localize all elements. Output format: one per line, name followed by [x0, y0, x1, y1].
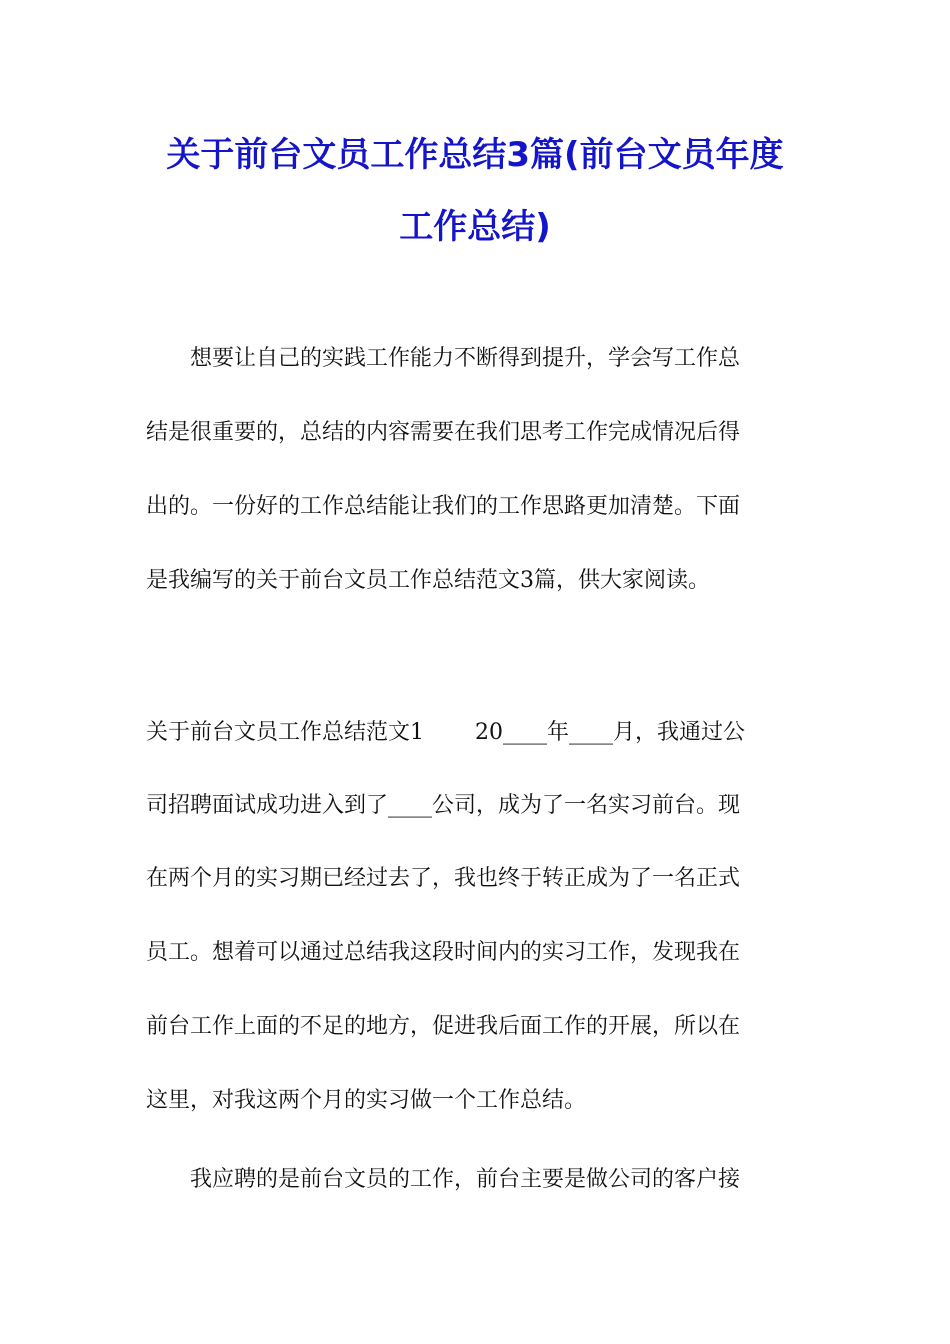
- intro-line: 结是很重要的，总结的内容需要在我们思考工作完成情况后得: [146, 420, 741, 445]
- section1-line: 关于前台文员工作总结范文1 20____年____月，我通过公: [146, 720, 745, 745]
- section1-line: 前台工作上面的不足的地方，促进我后面工作的开展，所以在: [146, 1014, 741, 1039]
- intro-line: 出的。一份好的工作总结能让我们的工作思路更加清楚。下面: [146, 494, 741, 519]
- section1-line: 在两个月的实习期已经过去了，我也终于转正成为了一名正式: [146, 866, 741, 891]
- section1-line: 员工。想着可以通过总结我这段时间内的实习工作，发现我在: [146, 940, 741, 965]
- section1-line: 这里，对我这两个月的实习做一个工作总结。: [146, 1088, 587, 1113]
- intro-line: 想要让自己的实践工作能力不断得到提升，学会写工作总: [146, 346, 741, 371]
- intro-line: 是我编写的关于前台文员工作总结范文3篇，供大家阅读。: [146, 568, 710, 593]
- document-title-line-2: 工作总结): [399, 207, 551, 247]
- para2-line: 我应聘的是前台文员的工作，前台主要是做公司的客户接: [146, 1167, 741, 1192]
- section1-line: 司招聘面试成功进入到了____公司，成为了一名实习前台。现: [146, 793, 741, 818]
- document-title-line-1: 关于前台文员工作总结3篇(前台文员年度: [166, 135, 784, 175]
